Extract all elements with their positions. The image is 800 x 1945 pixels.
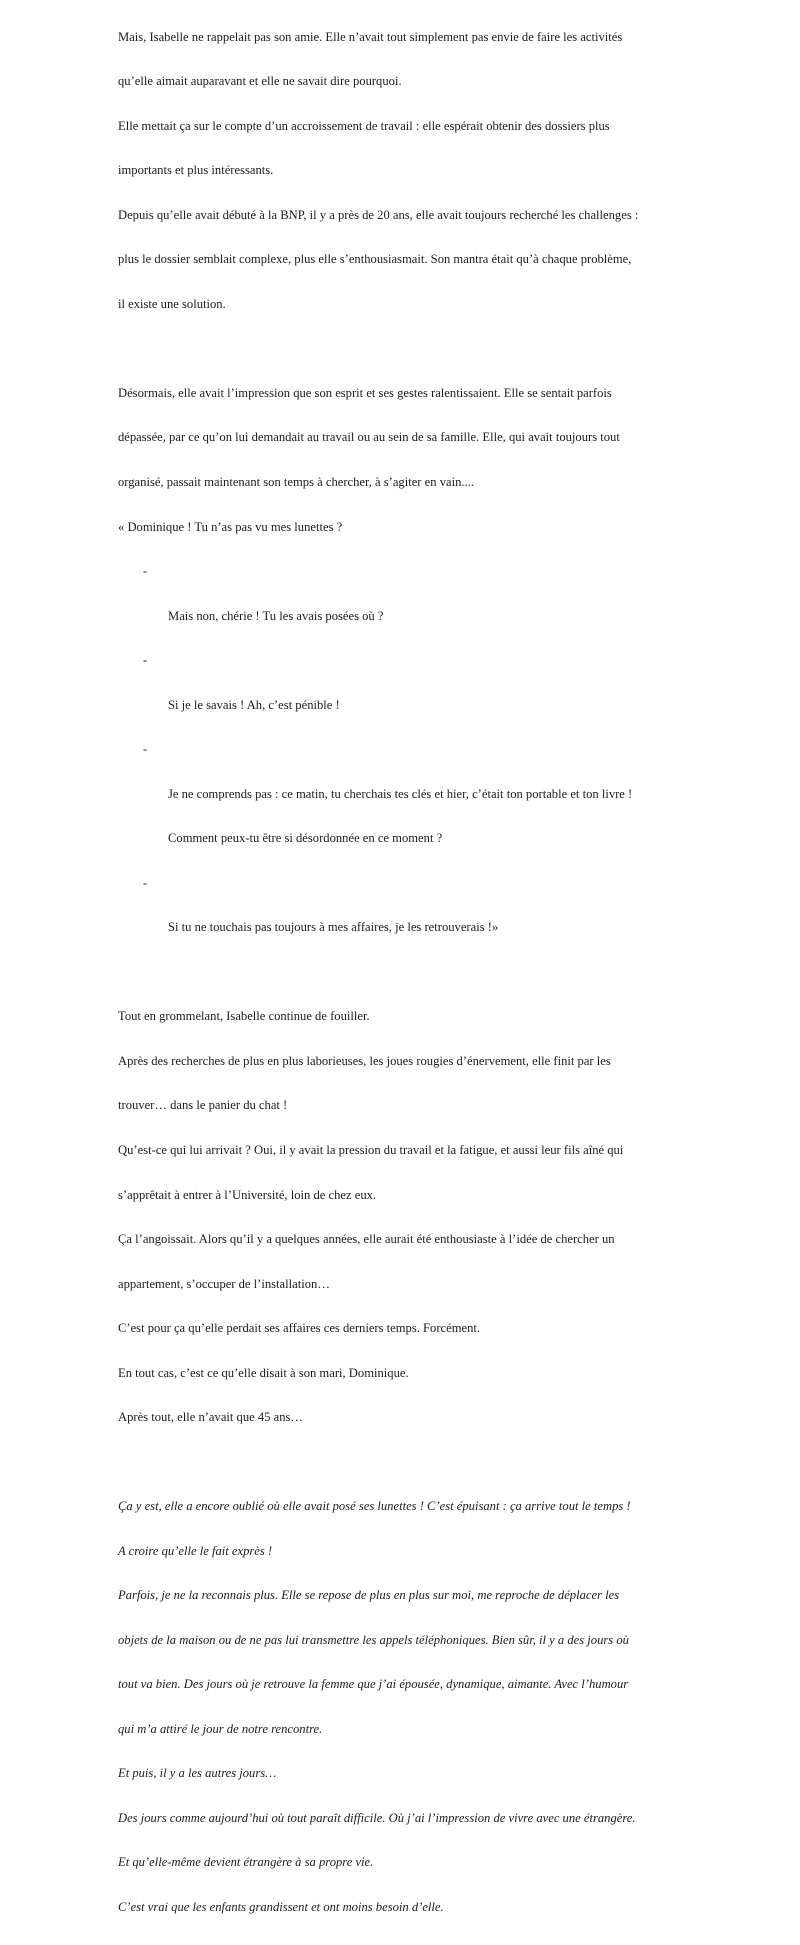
text-line: importants et plus intéressants. bbox=[118, 163, 274, 178]
text-line: Et puis, il y a les autres jours… bbox=[118, 1766, 277, 1781]
document-text-column bbox=[118, 0, 690, 1945]
text-line: plus le dossier semblait complexe, plus elle s’enthousiasmait. Son mantra était qu’à chaque problème, bbox=[118, 252, 632, 267]
text-line: Parfois, je ne la reconnais plus. Elle se repose de plus en plus sur moi, me reproche de déplacer les bbox=[118, 1588, 620, 1603]
text-line: Mais non, chérie ! Tu les avais posées où ? bbox=[168, 608, 384, 623]
paragraph-spacer bbox=[118, 341, 690, 356]
text-line: Je ne comprends pas : ce matin, tu cherchais tes clés et hier, c’était ton portable et ton livre ! bbox=[168, 786, 633, 801]
text-line: C’est pour ça qu’elle perdait ses affaires ces derniers temps. Forcément. bbox=[118, 1321, 481, 1336]
text-line: qu’elle aimait auparavant et elle ne savait dire pourquoi. bbox=[118, 74, 402, 89]
text-line: Tout en grommelant, Isabelle continue de fouiller. bbox=[118, 1009, 370, 1024]
text-line: trouver… dans le panier du chat ! bbox=[118, 1098, 288, 1113]
text-line: organisé, passait maintenant son temps à chercher, à s’agiter en vain.... bbox=[118, 475, 474, 489]
text-line: Mais, Isabelle ne rappelait pas son amie. Elle n’avait tout simplement pas envie de faire les activités bbox=[118, 29, 623, 44]
text-line: « Dominique ! Tu n’as pas vu mes lunettes ? bbox=[118, 519, 343, 534]
text-line: Et qu’elle-même devient étrangère à sa propre vie. bbox=[118, 1855, 374, 1870]
list-item bbox=[118, 876, 690, 965]
text-line: Comment peux-tu être si désordonnée en ce moment ? bbox=[168, 831, 443, 846]
text-line: Désormais, elle avait l’impression que son esprit et ses gestes ralentissaient. Elle se sentait parfois bbox=[118, 385, 612, 400]
text-line: appartement, s’occuper de l’installation… bbox=[118, 1276, 330, 1291]
paragraph-block-1 bbox=[118, 0, 690, 341]
text-line: A croire qu’elle le fait exprès ! bbox=[118, 1543, 273, 1558]
dash-bullet-icon: - bbox=[143, 742, 148, 757]
text-line: Ça y est, elle a encore oublié où elle avait posé ses lunettes ! C’est épuisant : ça arrive tout le temps ! bbox=[118, 1499, 631, 1514]
text-line: C’est vrai que les enfants grandissent et ont moins besoin d’elle. bbox=[118, 1900, 444, 1914]
dash-bullet-icon: - bbox=[143, 653, 148, 668]
text-line: s’apprêtait à entrer à l’Université, loin de chez eux. bbox=[118, 1187, 377, 1202]
text-line: qui m’a attiré le jour de notre rencontre. bbox=[118, 1721, 323, 1736]
dash-bullet-icon: - bbox=[143, 564, 148, 579]
text-line: dépassée, par ce qu’on lui demandait au travail ou au sein de sa famille. Elle, qui avait toujours tout bbox=[118, 430, 620, 445]
text-line: Si tu ne touchais pas toujours à mes affaires, je les retrouverais !» bbox=[168, 920, 499, 935]
text-line: il existe une solution. bbox=[118, 296, 226, 311]
dash-bullet-icon: - bbox=[143, 875, 148, 890]
list-item bbox=[118, 564, 690, 653]
text-line: Si je le savais ! Ah, c’est pénible ! bbox=[168, 697, 340, 712]
text-line: Des jours comme aujourd’hui où tout paraît difficile. Où j’ai l’impression de vivre avec une étrangère. bbox=[118, 1810, 636, 1825]
paragraph-block-3 bbox=[118, 980, 690, 1455]
text-line: Ça l’angoissait. Alors qu’il y a quelques années, elle aurait été enthousiaste à l’idée de chercher un bbox=[118, 1232, 615, 1247]
list-item bbox=[118, 742, 690, 876]
paragraph-block-2 bbox=[118, 356, 690, 564]
text-line: Après tout, elle n’avait que 45 ans… bbox=[118, 1410, 304, 1425]
paragraph-block-4-italic bbox=[118, 1470, 690, 1945]
text-line: Qu’est-ce qui lui arrivait ? Oui, il y avait la pression du travail et la fatigue, et aussi leur fils aîné qui bbox=[118, 1142, 624, 1157]
text-line: Après des recherches de plus en plus laborieuses, les joues rougies d’énervement, elle finit par les bbox=[118, 1053, 611, 1068]
dialogue-list bbox=[118, 564, 690, 965]
text-line: tout va bien. Des jours où je retrouve la femme que j’ai épousée, dynamique, aimante. Avec l’humour bbox=[118, 1677, 629, 1692]
text-line: Depuis qu’elle avait débuté à la BNP, il y a près de 20 ans, elle avait toujours recherché les challenges : bbox=[118, 207, 639, 222]
text-line: Elle mettait ça sur le compte d’un accroissement de travail : elle espérait obtenir des dossiers plus bbox=[118, 118, 610, 133]
text-line: En tout cas, c’est ce qu’elle disait à son mari, Dominique. bbox=[118, 1365, 409, 1380]
text-line: objets de la maison ou de ne pas lui transmettre les appels téléphoniques. Bien sûr, il y a des jours où bbox=[118, 1632, 629, 1647]
paragraph-spacer bbox=[118, 965, 690, 980]
list-item bbox=[118, 653, 690, 742]
paragraph-spacer bbox=[118, 1455, 690, 1470]
